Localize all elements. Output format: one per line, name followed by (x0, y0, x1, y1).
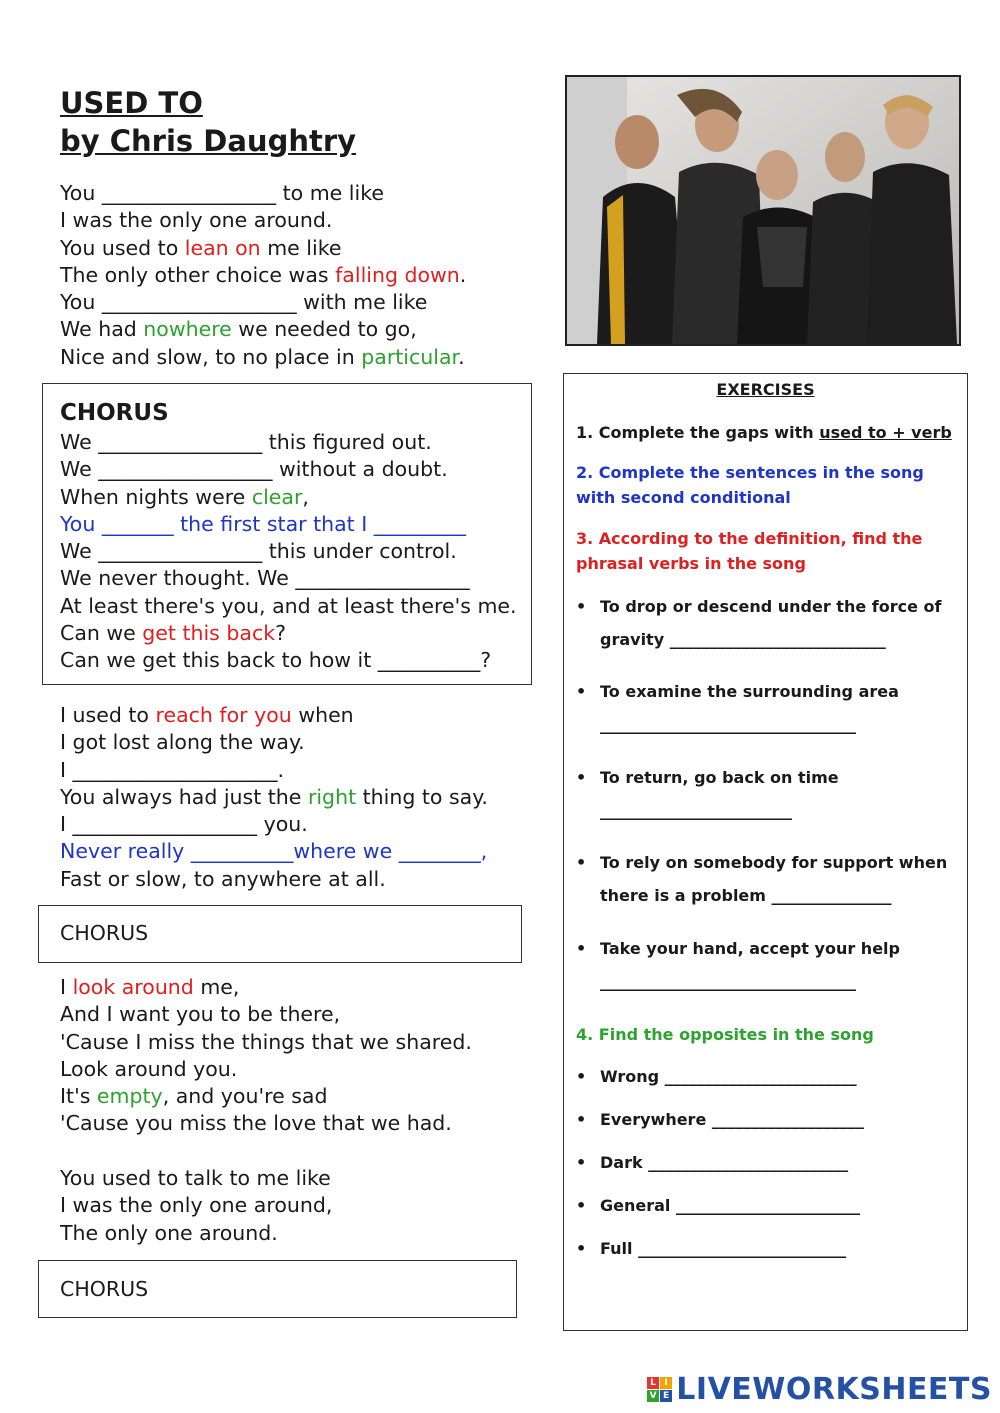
lyric-line (60, 180, 466, 207)
lyric-segment[interactable]: We _________________ without a doubt. (60, 457, 448, 482)
lyric-segment: , and you're sad (162, 1084, 328, 1109)
lyric-segment: I used to (60, 703, 156, 727)
opposite-text[interactable]: Full __________________________ (600, 1239, 847, 1258)
task-1 (576, 420, 957, 445)
title-artist: by Chris Daughtry (60, 124, 357, 158)
lyric-line (60, 811, 488, 838)
lyric-line (60, 565, 517, 592)
lyric-line (60, 620, 517, 647)
lyric-line (60, 784, 488, 811)
lyric-segment: 'Cause I miss the things that we shared. (60, 1029, 472, 1054)
lyric-line (60, 456, 517, 483)
lyric-segment: I was the only one around. (60, 208, 333, 233)
lyric-segment[interactable]: You _________________ to me like (60, 181, 384, 205)
logo-text: LIVEWORKSHEETS (676, 1372, 992, 1407)
lyric-segment[interactable]: You _______ the first star that I _________ (60, 511, 467, 536)
lyric-line (60, 1056, 472, 1083)
lyric-segment: ? (275, 621, 286, 646)
lyric-segment: when (291, 703, 354, 727)
band-photo (565, 75, 961, 346)
lyric-segment[interactable]: I __________________ you. (60, 812, 308, 837)
lyric-segment: right (307, 784, 357, 809)
chorus-label: CHORUS (60, 1277, 149, 1301)
lyric-segment: we needed to go, (231, 317, 417, 342)
lyric-line (60, 207, 466, 234)
liveworksheets-logo[interactable] (647, 1372, 992, 1407)
lyric-segment: And I want you to be there, (60, 1002, 341, 1027)
definition-text[interactable]: To return, go back on time ________________________ (600, 768, 839, 820)
lyric-segment[interactable]: We never thought. We _________________ (60, 566, 470, 591)
lyric-segment: me, (193, 975, 240, 999)
lyric-line (60, 647, 517, 674)
band-photo-illustration (567, 77, 959, 344)
task-1-link: used to + verb (819, 423, 952, 442)
lyric-segment: particular (361, 344, 459, 369)
liveworksheets-logo-icon: L I V E (647, 1377, 672, 1402)
lyric-segment: Look around you. (60, 1056, 238, 1081)
lyric-segment[interactable]: Can we get this back to how it __________? (60, 648, 492, 673)
lyric-segment: Fast or slow, to anywhere at all. (60, 866, 386, 891)
lyric-segment: , (302, 484, 309, 509)
lyric-segment: . (459, 262, 467, 287)
lyric-line (60, 866, 488, 893)
definition-text[interactable]: To examine the surrounding area ________________________________ (600, 682, 899, 734)
chorus-label-box (38, 1260, 517, 1318)
lyric-segment: You used to talk to me like (60, 1166, 331, 1191)
lyric-segment: I was the only one around, (60, 1193, 333, 1218)
lyric-segment: The only one around. (60, 1220, 278, 1245)
lyric-segment: . (458, 344, 465, 369)
lyric-segment: 'Cause you miss the love that we had. (60, 1111, 452, 1136)
lyric-segment: We had (60, 317, 144, 342)
definition-text[interactable]: To drop or descend under the force of gravity ___________________________ (600, 597, 942, 649)
chorus-label: CHORUS (60, 921, 149, 945)
exercises-box: EXERCISES 1. Complete the gaps with used to + verb 2. Complete the sentences in the song with second conditional 3. According to the definition, find the phrasal verbs in the song • To drop or descend under the force of gravity ___________________________ • To examine the surrounding area ________________________________ • To return, go back on time ________________________ • To rely on somebody for support when there is a problem _______________ • Take your hand, accept your help ________________________________ 4. Find the opposites in the song • Wrong ________________________ • Everywhere ___________________ • Dark _________________________ • General _______________________ • Full __________________________ (563, 373, 968, 1331)
lyric-segment: falling down (335, 262, 460, 287)
lyric-line (60, 538, 517, 565)
lyric-line (60, 593, 517, 620)
lyric-line (60, 1083, 472, 1110)
lyric-segment: look around (72, 975, 194, 999)
lyric-line (60, 1001, 472, 1028)
lyric-segment: You used to (60, 235, 185, 260)
lyric-segment: At least there's you, and at least there's me. (60, 593, 517, 618)
lyric-line (60, 702, 488, 729)
lyric-segment[interactable]: I ____________________. (60, 757, 285, 782)
worksheet-title (60, 84, 356, 160)
chorus-lyrics (60, 429, 517, 675)
lyric-segment: I got lost along the way. (60, 730, 305, 755)
lyric-line (60, 429, 517, 456)
lyric-line (60, 235, 466, 262)
lyric-line (60, 511, 517, 538)
verse-3 (60, 974, 472, 1247)
lyric-segment: You always had just the (60, 784, 308, 809)
lyric-segment: thing to say. (356, 784, 488, 809)
chorus-label-box (38, 905, 522, 963)
lyric-segment: Nice and slow, to no place in (60, 344, 362, 369)
task-4: 4. Find the opposites in the song (576, 1025, 874, 1044)
lyric-segment[interactable]: We ________________ this figured out. (60, 430, 432, 454)
lyric-segment: empty (96, 1084, 163, 1109)
lyric-line (60, 1220, 472, 1247)
lyric-segment: reach for you (155, 703, 292, 727)
lyric-segment[interactable]: You ___________________ with me like (60, 290, 428, 315)
task-3: 3. According to the definition, find the phrasal verbs in the song (576, 529, 923, 573)
lyric-segment: lean on (184, 235, 261, 260)
lyric-segment: Can we (60, 621, 143, 646)
lyric-segment: me like (260, 235, 342, 260)
opposite-text[interactable]: Dark _________________________ (600, 1153, 849, 1172)
lyric-line (60, 1029, 472, 1056)
lyric-line (60, 757, 488, 784)
definition-text[interactable]: To rely on somebody for support when there is a problem _______________ (600, 853, 948, 905)
lyric-segment: nowhere (143, 317, 232, 342)
lyric-line (60, 1165, 472, 1192)
lyric-segment: get this back (142, 621, 276, 646)
definition-text[interactable]: Take your hand, accept your help ________________________________ (600, 939, 900, 991)
lyric-line (60, 344, 466, 371)
lyric-line (60, 1138, 472, 1165)
lyric-line (60, 838, 488, 865)
lyric-segment: I (60, 975, 73, 999)
task-2: 2. Complete the sentences in the song with second conditional (576, 463, 924, 507)
lyric-line (60, 1192, 472, 1219)
opposite-text[interactable]: General _______________________ (600, 1196, 860, 1215)
lyric-line (60, 484, 517, 511)
lyric-segment: It's (60, 1084, 97, 1109)
task-1-text: 1. Complete the gaps with (576, 423, 820, 442)
lyric-segment[interactable]: Never really __________where we ________, (60, 839, 488, 864)
lyric-line (60, 729, 488, 756)
chorus-heading: CHORUS (60, 400, 169, 426)
title-song: USED TO (60, 86, 203, 120)
lyric-segment: When nights were (60, 484, 252, 509)
lyric-line (60, 262, 466, 289)
chorus-box (42, 383, 532, 685)
lyric-line (60, 316, 466, 343)
opposite-text[interactable]: Everywhere ___________________ (600, 1110, 864, 1129)
exercises-title: EXERCISES (716, 380, 815, 399)
lyric-segment: clear (251, 484, 303, 509)
opposite-text[interactable]: Wrong ________________________ (600, 1067, 857, 1086)
lyric-line (60, 1110, 472, 1137)
verse-2 (60, 702, 488, 893)
lyric-line (60, 974, 472, 1001)
lyric-segment[interactable]: We ________________ this under control. (60, 539, 457, 564)
lyric-segment: The only other choice was (60, 262, 336, 287)
verse-1 (60, 180, 466, 371)
lyric-line (60, 289, 466, 316)
